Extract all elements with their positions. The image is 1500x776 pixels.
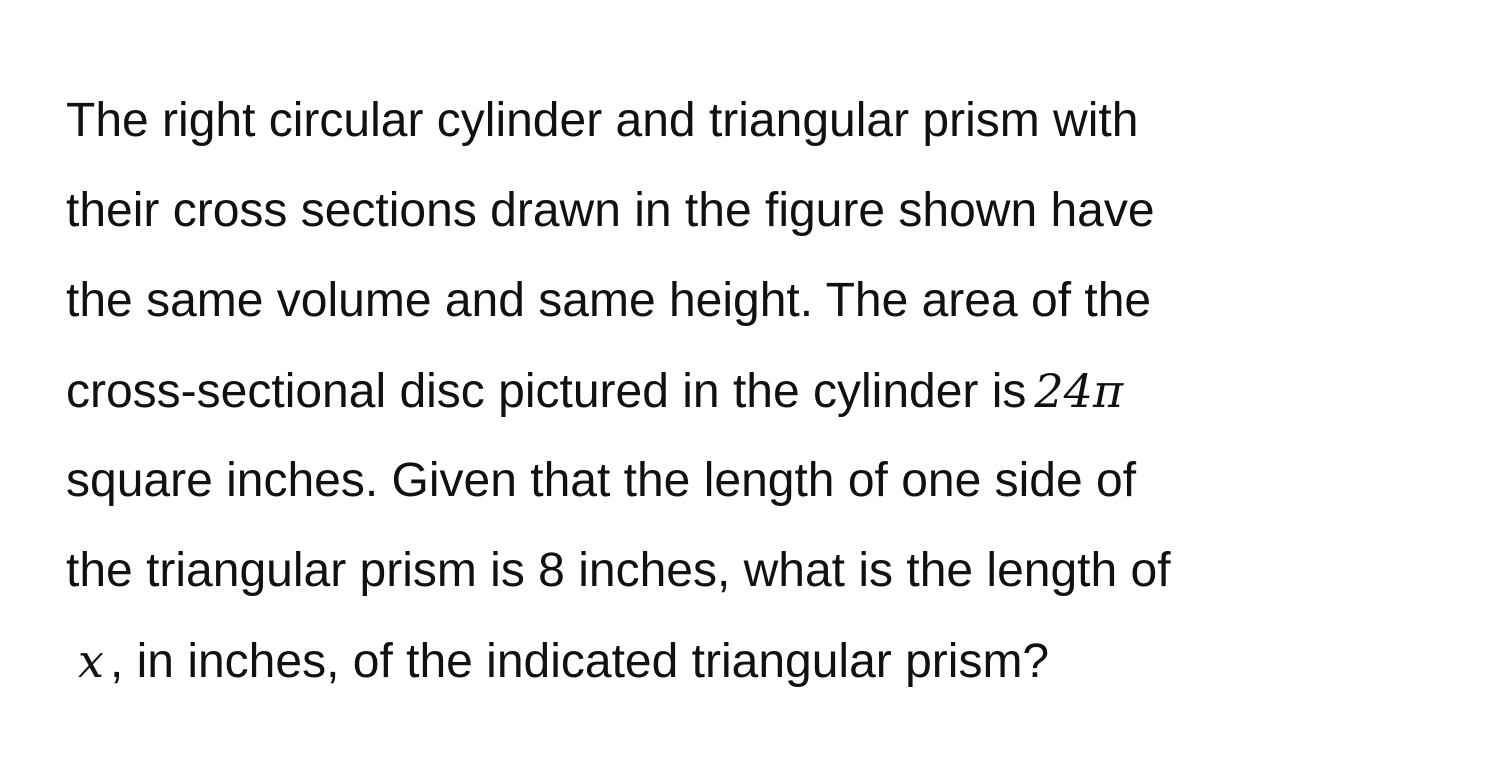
problem-line-3: the same volume and same height. The area of the [66,274,1152,327]
problem-line-2: their cross sections drawn in the figure shown have [66,184,1155,237]
problem-text [66,76,1466,706]
math-variable-x: x [78,634,104,688]
problem-line-7-text: , in inches, of the indicated triangular prism? [109,635,1050,688]
problem-line-6: the triangular prism is 8 inches, what is the length of [66,544,1171,597]
problem-line-7 [66,616,1466,706]
problem-line-1: The right circular cylinder and triangular prism with [66,94,1139,147]
problem-line-5: square inches. Given that the length of one side of [66,454,1137,507]
problem-line-4-text: cross-sectional disc pictured in the cylinder is [66,365,1027,418]
problem-line-4 [66,346,1466,436]
math-area-expression: 24π [1034,364,1124,418]
